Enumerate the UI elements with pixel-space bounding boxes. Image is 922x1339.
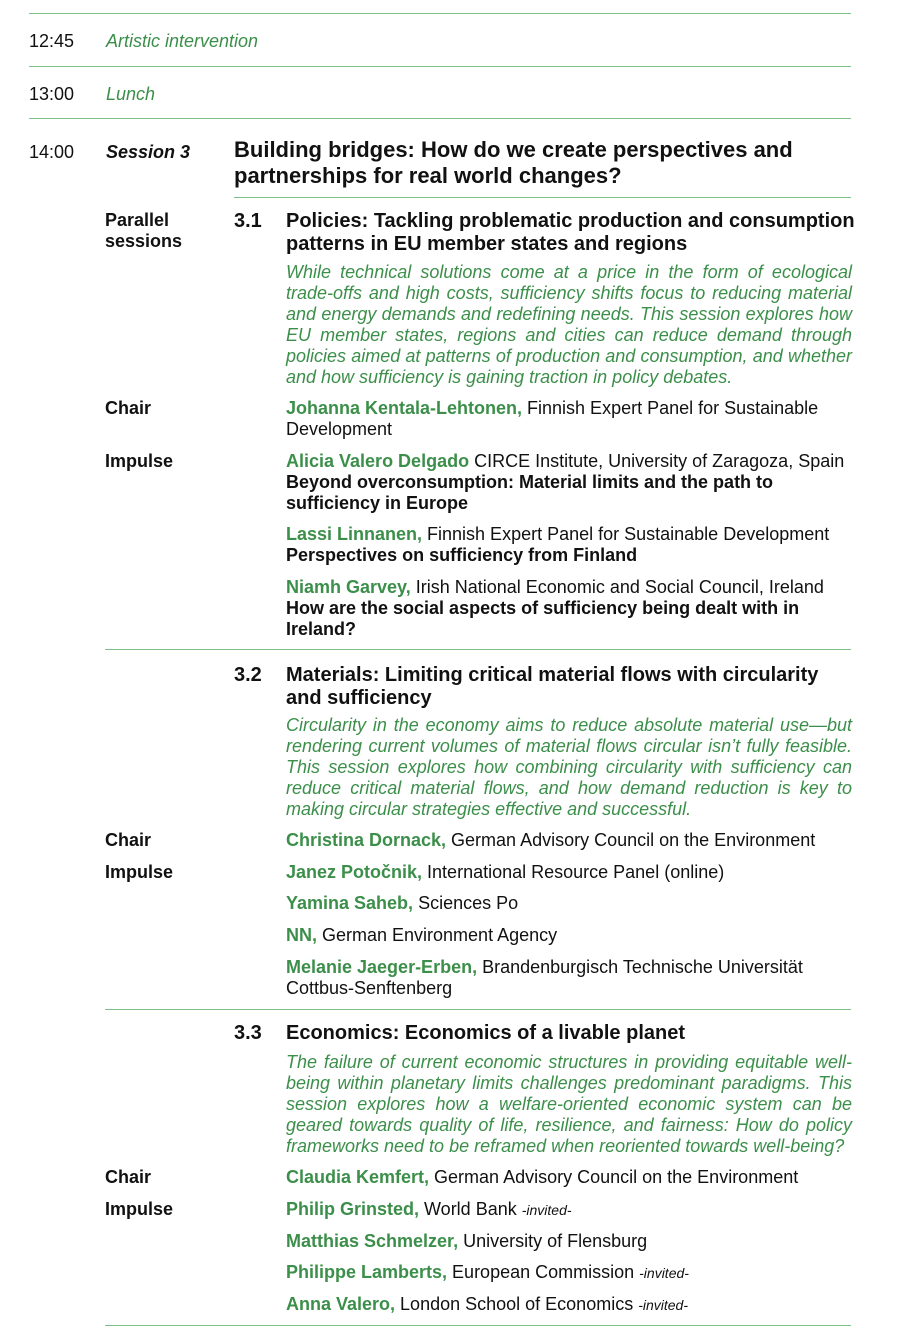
chair-entry bbox=[286, 1167, 856, 1188]
schedule-time: 12:45 bbox=[29, 31, 75, 51]
speaker-affiliation: World Bank bbox=[419, 1199, 522, 1219]
speaker-affiliation: University of Flensburg bbox=[458, 1231, 648, 1251]
impulse-entry bbox=[286, 524, 856, 566]
speaker-affiliation: London School of Economics bbox=[395, 1294, 639, 1314]
speaker-name: Claudia Kemfert, bbox=[286, 1167, 430, 1187]
chair-entry bbox=[286, 398, 856, 440]
subsession-description: While technical solutions come at a price in the form of ecological trade-offs and high costs, sufficiency shifts focus to reducing material and energy demands and redefining needs. This session explores how EU member states, regions and cities can reduce demand through policies aimed at patterns of production and consumption, and whether and how sufficiency is gaining traction in policy debates. bbox=[286, 262, 852, 387]
talk-title: Beyond overconsumption: Material limits and the path to sufficiency in Europe bbox=[286, 472, 774, 513]
subsession-description: Circularity in the economy aims to reduce absolute material use—but rendering current volumes of material flows circular isn’t fully feasible. This session explores how combining circularity with sufficiency can reduce critical material flows, and how demand reduction is key to making circular strategies effective and successful. bbox=[286, 715, 852, 819]
impulse-entry bbox=[286, 1294, 856, 1316]
impulse-label: Impulse bbox=[105, 451, 174, 471]
invited-note: -invited- bbox=[638, 1297, 688, 1313]
speaker-name: Alicia Valero Delgado bbox=[286, 451, 470, 471]
impulse-entry bbox=[286, 1199, 856, 1221]
speaker-affiliation: Sciences Po bbox=[413, 893, 519, 913]
speaker-name: Niamh Garvey, bbox=[286, 577, 411, 597]
subsession-number: 3.2 bbox=[234, 664, 262, 686]
impulse-entry bbox=[286, 862, 856, 883]
invited-note: -invited- bbox=[521, 1202, 572, 1218]
schedule-title: Artistic intervention bbox=[106, 31, 259, 51]
speaker-affiliation: German Advisory Council on the Environment bbox=[446, 830, 816, 850]
impulse-entry bbox=[286, 893, 856, 914]
session-label: Session 3 bbox=[106, 142, 191, 162]
impulse-label: Impulse bbox=[105, 1199, 174, 1219]
speaker-affiliation: Brandenburgisch Technische Universität Cottbus-Senftenberg bbox=[286, 957, 803, 998]
subsession-description: The failure of current economic structures in providing equitable well-being within planetary limits challenges predominant paradigms. This session explores how a welfare-oriented economic system can be geared towards quality of life, resilience, and fairness: How do policy frameworks need to be reframed when reoriented towards well-being? bbox=[286, 1052, 852, 1156]
impulse-entry bbox=[286, 577, 856, 640]
speaker-affiliation: Irish National Economic and Social Council, Ireland bbox=[410, 577, 824, 597]
speaker-name: Christina Dornack, bbox=[286, 830, 447, 850]
subsession-number: 3.1 bbox=[234, 210, 262, 232]
subsession-title: Economics: Economics of a livable planet bbox=[286, 1022, 685, 1044]
speaker-name: Lassi Linnanen, bbox=[286, 524, 423, 544]
speaker-name: Philip Grinsted, bbox=[286, 1199, 420, 1219]
speaker-affiliation: European Commission bbox=[447, 1262, 640, 1282]
speaker-name: Matthias Schmelzer, bbox=[286, 1231, 459, 1251]
chair-label: Chair bbox=[105, 1167, 152, 1187]
session-time: 14:00 bbox=[29, 142, 75, 162]
speaker-name: Janez Potočnik, bbox=[286, 862, 423, 882]
impulse-entry bbox=[286, 957, 856, 999]
schedule-time: 13:00 bbox=[29, 84, 75, 104]
speaker-name: Anna Valero, bbox=[286, 1294, 396, 1314]
session-title: Building bridges: How do we create perspectives and partnerships for real world changes? bbox=[234, 137, 793, 188]
impulse-entry bbox=[286, 451, 856, 514]
speaker-name: Philippe Lamberts, bbox=[286, 1262, 448, 1282]
chair-label: Chair bbox=[105, 398, 152, 418]
subsession-number: 3.3 bbox=[234, 1022, 262, 1044]
invited-note: -invited- bbox=[639, 1265, 689, 1281]
speaker-name: Johanna Kentala-Lehtonen, bbox=[286, 398, 523, 418]
impulse-entry bbox=[286, 1262, 856, 1284]
parallel-sessions-label: Parallel sessions bbox=[105, 210, 183, 251]
impulse-entry bbox=[286, 925, 856, 946]
speaker-name: Melanie Jaeger-Erben, bbox=[286, 957, 478, 977]
divider bbox=[105, 649, 851, 650]
speaker-affiliation: German Advisory Council on the Environment bbox=[429, 1167, 799, 1187]
divider bbox=[234, 197, 851, 198]
speaker-affiliation: International Resource Panel (online) bbox=[422, 862, 725, 882]
talk-title: Perspectives on sufficiency from Finland bbox=[286, 545, 638, 565]
speaker-affiliation: CIRCE Institute, University of Zaragoza, Spain bbox=[469, 451, 845, 471]
divider bbox=[29, 118, 851, 119]
chair-entry bbox=[286, 830, 856, 851]
speaker-name: NN, bbox=[286, 925, 317, 945]
chair-label: Chair bbox=[105, 830, 152, 850]
divider bbox=[29, 13, 851, 14]
impulse-entry bbox=[286, 1231, 856, 1253]
speaker-affiliation: German Environment Agency bbox=[317, 925, 558, 945]
subsession-title: Materials: Limiting critical material flows with circularity and sufficiency bbox=[286, 664, 819, 709]
subsession-title: Policies: Tackling problematic production and consumption patterns in EU member states and regions bbox=[286, 210, 855, 255]
talk-title: How are the social aspects of sufficiency being dealt with in Ireland? bbox=[286, 598, 800, 639]
divider bbox=[105, 1325, 851, 1326]
speaker-affiliation: Finnish Expert Panel for Sustainable Development bbox=[286, 398, 819, 439]
schedule-title: Lunch bbox=[106, 84, 156, 104]
divider bbox=[29, 66, 851, 67]
speaker-name: Yamina Saheb, bbox=[286, 893, 414, 913]
divider bbox=[105, 1009, 851, 1010]
speaker-affiliation: Finnish Expert Panel for Sustainable Development bbox=[422, 524, 830, 544]
impulse-label: Impulse bbox=[105, 862, 174, 882]
